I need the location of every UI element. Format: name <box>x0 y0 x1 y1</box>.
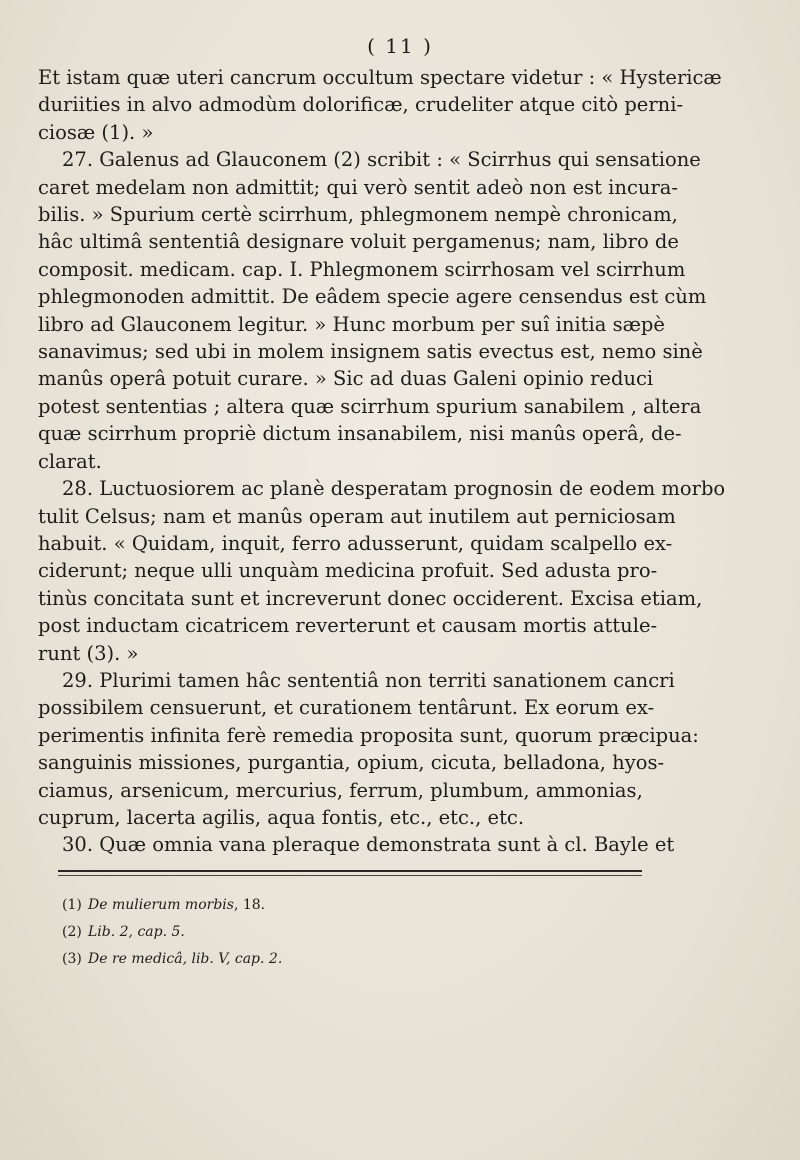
text-line: habuit. « Quidam, inquit, ferro adusserunt, quidam scalpello ex- <box>38 531 673 555</box>
text-line: ciamus, arsenicum, mercurius, ferrum, plumbum, ammonias, <box>38 778 643 802</box>
text-line: composit. medicam. cap. I. Phlegmonem scirrhosam vel scirrhum <box>38 257 686 281</box>
text-line: sanguinis missiones, purgantia, opium, cicuta, belladona, hyos- <box>38 751 665 775</box>
paragraph-27-start: 27. Galenus ad Glauconem (2) scribit : « Scirrhus qui sensatione <box>62 148 701 172</box>
body-text <box>38 64 726 859</box>
footnote-1 <box>62 892 622 919</box>
paragraph-28-start: 28. Luctuosiorem ac planè desperatam prognosin de eodem morbo <box>62 477 726 501</box>
text-line: duriities in alvo admodùm dolorificæ, crudeliter atque citò perni- <box>38 93 684 117</box>
text-line: perimentis infinita ferè remedia proposita sunt, quorum præcipua: <box>38 723 699 747</box>
footnote-number: (3) <box>62 951 82 967</box>
text-line: Et istam quæ uteri cancrum occultum spectare videtur : « Hystericæ <box>38 66 722 89</box>
footnote-2 <box>62 919 622 946</box>
footnote-divider <box>58 870 642 872</box>
footnote-detail: , 18. <box>233 897 266 913</box>
footnote-3 <box>62 946 622 973</box>
footnote-reference: Lib. 2, cap. 5. <box>88 924 185 940</box>
text-line: runt (3). » <box>38 641 139 665</box>
text-line: post inductam cicatricem reverterunt et causam mortis attule- <box>38 614 658 638</box>
text-line: quæ scirrhum propriè dictum insanabilem, nisi manûs operâ, de- <box>38 422 682 446</box>
text-line: libro ad Glauconem legitur. » Hunc morbum per suî initia sæpè <box>38 312 665 336</box>
footnotes <box>62 892 622 973</box>
text-line: caret medelam non admittit; qui verò sentit adeò non est incura- <box>38 175 678 199</box>
footnote-reference: De mulierum morbis <box>88 897 234 913</box>
footnote-number: (1) <box>62 897 82 913</box>
text-line: phlegmonoden admittit. De eâdem specie agere censendus est cùm <box>38 285 707 309</box>
text-line: possibilem censuerunt, et curationem tentârunt. Ex eorum ex- <box>38 696 655 720</box>
page-number: ( 11 ) <box>367 34 433 58</box>
text-line: manûs operâ potuit curare. » Sic ad duas Galeni opinio reduci <box>38 367 654 391</box>
text-line: bilis. » Spurium certè scirrhum, phlegmonem nempè chronicam, <box>38 203 678 227</box>
paragraph-30-start: 30. Quæ omnia vana pleraque demonstrata sunt à cl. Bayle et <box>62 833 675 857</box>
text-line: hâc ultimâ sententiâ designare voluit pergamenus; nam, libro de <box>38 230 679 254</box>
text-line: sanavimus; sed ubi in molem insignem satis evectus est, nemo sinè <box>38 340 703 364</box>
footnote-reference: De re medicâ, lib. V, cap. 2. <box>88 951 283 967</box>
text-line: ciosæ (1). » <box>38 120 154 144</box>
footnote-number: (2) <box>62 924 82 940</box>
text-line: tulit Celsus; nam et manûs operam aut inutilem aut perniciosam <box>38 504 676 528</box>
text-line: cuprum, lacerta agilis, aqua fontis, etc., etc., etc. <box>38 805 525 829</box>
paragraph-29-start: 29. Plurimi tamen hâc sententiâ non territi sanationem cancri <box>62 668 675 692</box>
footnote-divider-thin <box>58 875 642 876</box>
text-line: clarat. <box>38 449 102 473</box>
text-line: tinùs concitata sunt et increverunt donec occiderent. Excisa etiam, <box>38 586 703 610</box>
text-line: ciderunt; neque ulli unquàm medicina profuit. Sed adusta pro- <box>38 559 658 583</box>
text-line: potest sententias ; altera quæ scirrhum spurium sanabilem , altera <box>38 394 702 418</box>
